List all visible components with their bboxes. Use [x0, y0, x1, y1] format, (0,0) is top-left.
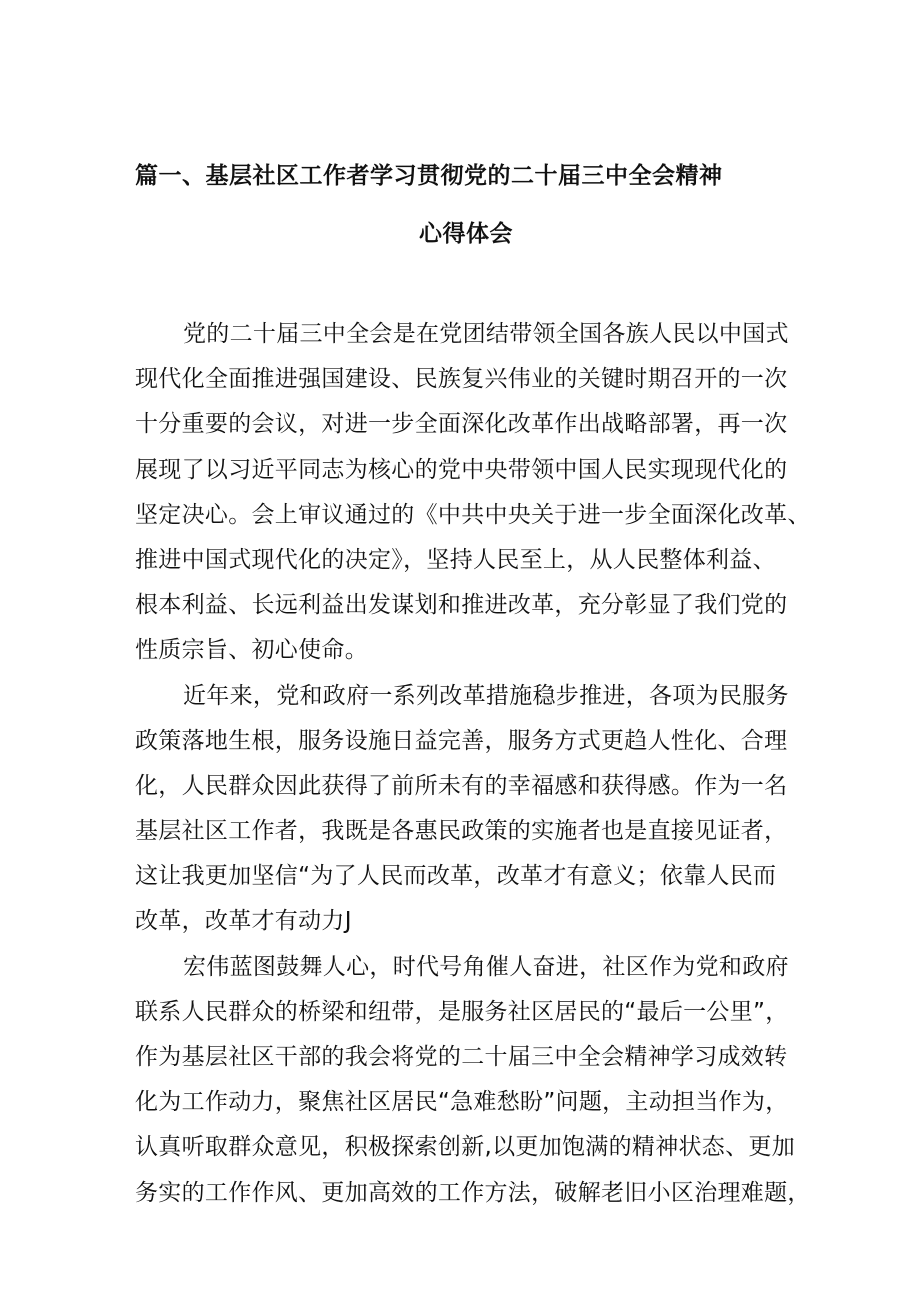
document-title-line-2: 心得体会 — [419, 221, 513, 247]
paragraph-1-line: 根本利益、长远利益出发谋划和推进改革，充分彰显了我们党的 — [135, 592, 788, 619]
paragraph-1-line: 性质宗旨、初心使命。 — [135, 637, 368, 664]
paragraph-3-line: 务实的工作作风、更加高效的工作方法，破解老旧小区治理难题， — [135, 1179, 811, 1206]
paragraph-1-line: 十分重要的会议，对进一步全面深化改革作出战略部署，再一次 — [135, 411, 788, 438]
paragraph-3-line: 认真听取群众意见，积极探索创新,以更加饱满的精神状态、更加 — [135, 1134, 796, 1161]
paragraph-1-line: 现代化全面推进强国建设、民族复兴伟业的关键时期召开的一次 — [135, 366, 788, 393]
paragraph-1-line: 展现了以习近平同志为核心的党中央带领中国人民实现现代化的 — [135, 456, 788, 483]
document-body — [135, 312, 825, 1216]
paragraph-1-line: 党的二十届三中全会是在党团结带领全国各族人民以中国式 — [183, 321, 789, 347]
document-title-line-1: 篇一、基层社区工作者学习贯彻党的二十届三中全会精神 — [135, 163, 723, 189]
paragraph-3-line: 联系人民群众的桥梁和纽带，是服务社区居民的“最后一公里”， — [135, 998, 789, 1025]
paragraph-2-line: 基层社区工作者，我既是各惠民政策的实施者也是直接见证者， — [135, 818, 788, 845]
paragraph-2-line: 这让我更加坚信“为了人民而改革，改革才有意义；依靠人民而 — [135, 863, 777, 890]
paragraph-1-line: 推进中国式现代化的决定》，坚持人民至上，从人民整体利益、 — [135, 546, 776, 573]
paragraph-2-line: 近年来，党和政府一系列改革措施稳步推进，各项为民服务 — [183, 682, 789, 709]
paragraph-3-line: 作为基层社区干部的我会将党的二十届三中全会精神学习成效转 — [135, 1044, 788, 1070]
paragraph-1-line: 坚定决心。会上审议通过的《中共中央关于进一步全面深化改革、 — [135, 501, 811, 528]
paragraph-3-line: 宏伟蓝图鼓舞人心，时代号角催人奋进，社区作为党和政府 — [183, 953, 789, 980]
paragraph-3-line: 化为工作动力，聚焦社区居民“急难愁盼”问题，主动担当作为， — [135, 1089, 789, 1116]
paragraph-2-line: 化，人民群众因此获得了前所未有的幸福感和获得感。作为一名 — [135, 772, 788, 799]
paragraph-2-line: 政策落地生根，服务设施日益完善，服务方式更趋人性化、合理 — [135, 727, 788, 754]
paragraph-2-line: 改革，改革才有动力J — [135, 908, 352, 935]
